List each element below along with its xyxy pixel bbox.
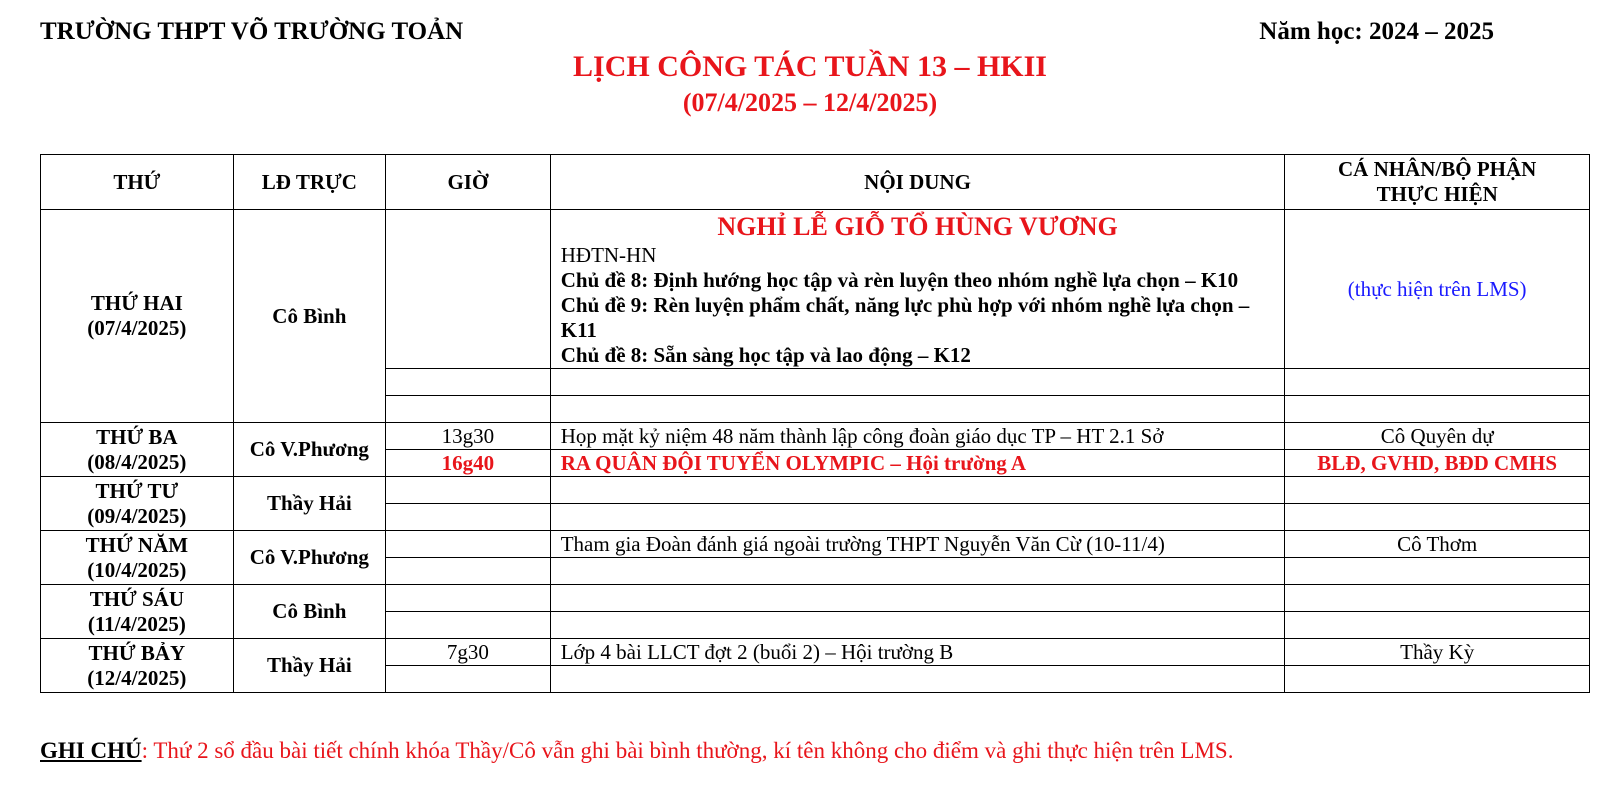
content-cell: Họp mặt kỷ niệm 48 năm thành lập công đoàn giáo dục TP – HT 2.1 Sở [550, 423, 1285, 450]
page-title: LỊCH CÔNG TÁC TUẦN 13 – HKII [573, 50, 1047, 83]
day-name: THỨ BẢY [88, 640, 186, 665]
column-header-duty: LĐ TRỰC [233, 155, 385, 210]
date-range: (07/4/2025 – 12/4/2025) [682, 88, 938, 117]
person-cell: (thực hiện trên LMS) [1285, 210, 1590, 369]
person-cell: Cô Thơm [1285, 531, 1590, 558]
duty-cell: Cô Bình [233, 585, 385, 639]
person-cell [1285, 369, 1590, 396]
day-name: THỨ HAI [90, 291, 183, 315]
content-cell [550, 396, 1285, 423]
table-row [41, 585, 1590, 612]
person-cell: BLĐ, GVHD, BĐD CMHS [1285, 450, 1590, 477]
time-cell [386, 666, 551, 693]
person-cell: Thầy Kỳ [1285, 639, 1590, 666]
topic-item: Chủ đề 8: Định hướng học tập và rèn luyện theo nhóm nghề lựa chọn – K10 [560, 268, 1239, 292]
day-cell-wed [41, 477, 234, 531]
program-label: HĐTN-HN [560, 243, 657, 267]
day-date: (08/4/2025) [87, 449, 187, 474]
schedule-table [40, 154, 1590, 693]
person-cell [1285, 504, 1590, 531]
day-name: THỨ TƯ [95, 478, 179, 503]
content-cell [550, 612, 1285, 639]
person-cell: Cô Quyên dự [1285, 423, 1590, 450]
day-date: (09/4/2025) [87, 503, 187, 528]
day-cell-tue [41, 423, 234, 477]
time-cell [386, 558, 551, 585]
day-date: (11/4/2025) [87, 611, 186, 636]
time-cell [386, 504, 551, 531]
time-cell: 16g40 [386, 450, 551, 477]
person-cell [1285, 612, 1590, 639]
day-cell-sat [41, 639, 234, 693]
day-date: (07/4/2025) [87, 316, 187, 340]
content-cell: Lớp 4 bài LLCT đợt 2 (buổi 2) – Hội trường B [550, 639, 1285, 666]
person-cell [1285, 477, 1590, 504]
table-row [41, 531, 1590, 558]
time-cell [386, 369, 551, 396]
note [40, 738, 1233, 764]
day-name: THỨ NĂM [85, 532, 189, 557]
school-name: TRƯỜNG THPT VÕ TRƯỜNG TOẢN [40, 18, 464, 45]
day-date: (10/4/2025) [87, 557, 187, 582]
day-date: (12/4/2025) [87, 665, 187, 690]
note-label: GHI CHÚ [40, 738, 142, 763]
column-header-person [1285, 155, 1590, 210]
content-cell [550, 666, 1285, 693]
content-cell [550, 210, 1285, 369]
time-cell [386, 210, 551, 369]
time-cell [386, 396, 551, 423]
table-header-row [41, 155, 1590, 210]
person-cell [1285, 666, 1590, 693]
content-cell [550, 369, 1285, 396]
time-cell [386, 531, 551, 558]
column-header-person-line2: THỰC HIỆN [1376, 182, 1498, 206]
day-name: THỨ BA [96, 424, 178, 449]
column-header-person-line1: CÁ NHÂN/BỘ PHẬN [1338, 157, 1537, 181]
column-header-content: NỘI DUNG [550, 155, 1285, 210]
time-cell [386, 585, 551, 612]
duty-cell: Thầy Hải [233, 639, 385, 693]
table-row [41, 210, 1590, 369]
content-cell: Tham gia Đoàn đánh giá ngoài trường THPT Nguyễn Văn Cừ (10-11/4) [550, 531, 1285, 558]
holiday-banner: NGHỈ LỄ GIỖ TỔ HÙNG VƯƠNG [717, 212, 1118, 241]
school-year: Năm học: 2024 – 2025 [1259, 18, 1494, 45]
content-cell [550, 504, 1285, 531]
day-cell-thu [41, 531, 234, 585]
day-name: THỨ SÁU [89, 586, 185, 611]
topic-item: Chủ đề 9: Rèn luyện phẩm chất, năng lực phù hợp với nhóm nghề lựa chọn – K11 [560, 293, 1250, 342]
table-row [41, 639, 1590, 666]
content-cell: RA QUÂN ĐỘI TUYỂN OLYMPIC – Hội trường A [550, 450, 1285, 477]
time-cell: 7g30 [386, 639, 551, 666]
time-cell [386, 477, 551, 504]
time-cell [386, 612, 551, 639]
duty-cell: Cô V.Phương [233, 423, 385, 477]
content-cell [550, 477, 1285, 504]
note-text: : Thứ 2 sổ đầu bài tiết chính khóa Thầy/Cô vẫn ghi bài bình thường, kí tên không cho điểm và ghi thực hiện trên LMS. [141, 738, 1234, 763]
duty-cell: Cô Bình [233, 210, 385, 423]
day-cell-fri [41, 585, 234, 639]
topic-item: Chủ đề 8: Sẵn sàng học tập và lao động – K12 [560, 343, 971, 367]
table-row [41, 423, 1590, 450]
content-cell [550, 585, 1285, 612]
duty-cell: Thầy Hải [233, 477, 385, 531]
day-cell-mon [41, 210, 234, 423]
column-header-day: THỨ [41, 155, 234, 210]
table-row [41, 477, 1590, 504]
column-header-time: GIỜ [386, 155, 551, 210]
person-cell [1285, 558, 1590, 585]
duty-cell: Cô V.Phương [233, 531, 385, 585]
content-cell [550, 558, 1285, 585]
person-cell [1285, 396, 1590, 423]
person-cell [1285, 585, 1590, 612]
time-cell: 13g30 [386, 423, 551, 450]
